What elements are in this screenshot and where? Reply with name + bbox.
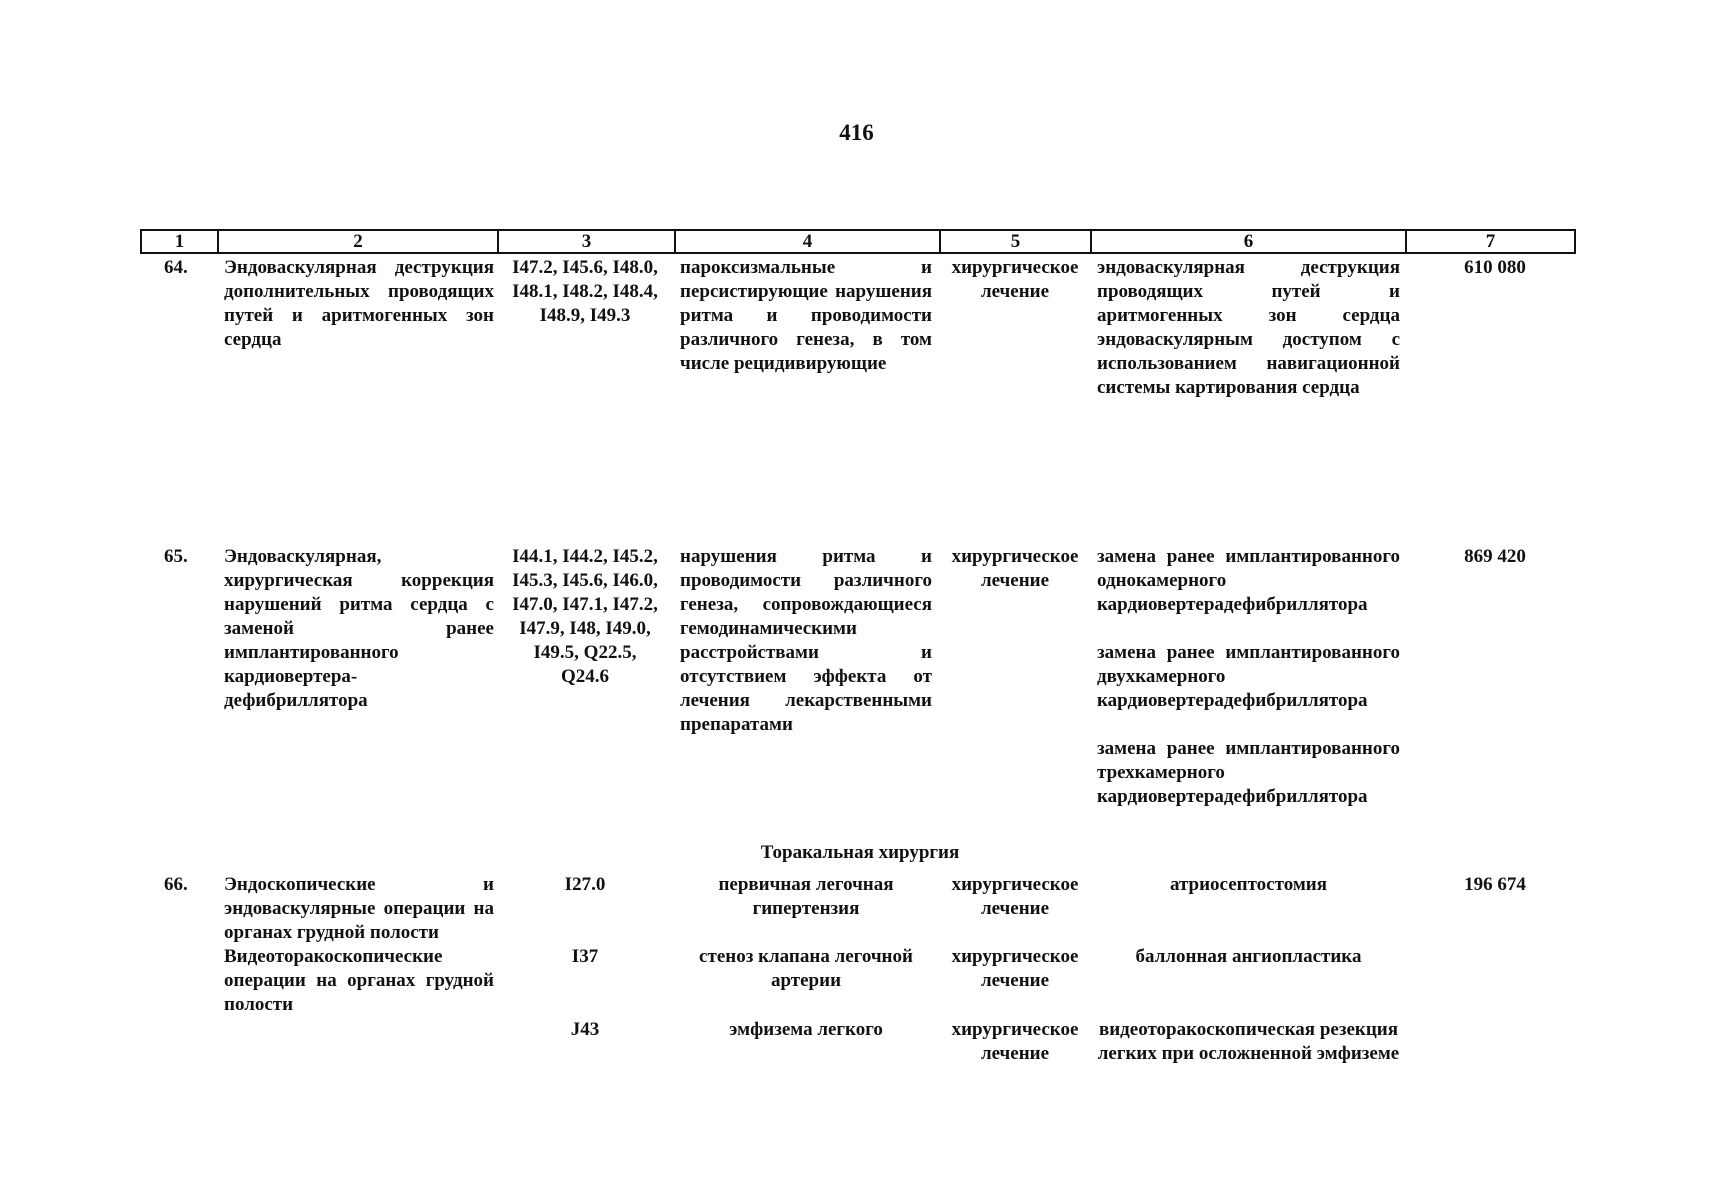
column-header-7: 7 <box>1406 230 1575 253</box>
row-number: 64. <box>164 257 188 278</box>
section-title: Торакальная хирургия <box>760 842 960 863</box>
treatment-type: хирургическое лечение <box>951 257 1079 302</box>
condition: стеноз клапана легочной артерии <box>699 946 913 991</box>
treatment-method: замена ранее имплантированного трехкамерного кардиовертерадефибриллятора <box>1097 738 1400 807</box>
column-header-3: 3 <box>498 230 675 253</box>
treatment-type: хирургическое лечение <box>951 546 1079 591</box>
diagnosis-code: I37 <box>571 946 599 967</box>
treatment-method: замена ранее имплантированного однокамерного кардиовертерадефибриллятора <box>1097 546 1400 615</box>
row-number: 66. <box>164 874 188 895</box>
procedure-name: Эндоваскулярная деструкция дополнительных проводящих путей и аритмогенных зон сердца <box>224 257 494 350</box>
treatment-method: эндоваскулярная деструкция проводящих путей и аритмогенных зон сердца эндоваскулярным доступом с использованием навигационной системы картирования сердца <box>1097 257 1400 398</box>
column-header-1: 1 <box>141 230 218 253</box>
column-header-4: 4 <box>675 230 940 253</box>
treatment-method: видеоторакоскопическая резекция легких при осложненной эмфиземе <box>1097 1019 1400 1064</box>
procedure-name: Эндоскопические и эндоваскулярные операции на органах грудной полости <box>224 874 494 943</box>
column-header-row <box>140 229 1576 254</box>
diagnosis-code: J43 <box>570 1019 600 1040</box>
diagnosis-codes: I47.2, I45.6, I48.0, I48.1, I48.2, I48.4, I48.9, I49.3 <box>512 257 658 326</box>
column-header-2: 2 <box>218 230 498 253</box>
treatment-method: баллонная ангиопластика <box>1135 946 1362 967</box>
condition: эмфизема легкого <box>729 1019 883 1040</box>
cost: 610 080 <box>1464 257 1526 278</box>
cost: 196 674 <box>1464 874 1526 895</box>
treatment-type: хирургическое лечение <box>951 1019 1079 1064</box>
condition: пароксизмальные и персистирующие нарушения ритма и проводимости различного генеза, в том числе рецидивирующие <box>680 257 932 374</box>
condition: первичная легочная гипертензия <box>718 874 894 919</box>
diagnosis-codes: I44.1, I44.2, I45.2, I45.3, I45.6, I46.0, I47.0, I47.1, I47.2, I47.9, I48, I49.0, I49.5, Q22.5, Q24.6 <box>512 546 658 687</box>
diagnosis-code: I27.0 <box>564 874 606 895</box>
treatment-method: атриосептостомия <box>1169 874 1328 895</box>
column-header-5: 5 <box>940 230 1091 253</box>
column-header-6: 6 <box>1091 230 1406 253</box>
treatment-type: хирургическое лечение <box>951 946 1079 991</box>
procedure-name: Эндоваскулярная, хирургическая коррекция нарушений ритма сердца с заменой ранее имплантированного кардиовертера-дефибриллятора <box>224 546 494 711</box>
row-number: 65. <box>164 546 188 567</box>
cost: 869 420 <box>1464 546 1526 567</box>
treatment-type: хирургическое лечение <box>951 874 1079 919</box>
procedure-name: Видеоторакоскопические операции на органах грудной полости <box>224 946 494 1015</box>
condition: нарушения ритма и проводимости различного генеза, сопровождающиеся гемодинамическими расстройствами и отсутствием эффекта от лечения лекарственными препаратами <box>680 546 932 735</box>
page-number: 416 <box>839 120 874 145</box>
treatment-method: замена ранее имплантированного двухкамерного кардиовертерадефибриллятора <box>1097 642 1400 711</box>
